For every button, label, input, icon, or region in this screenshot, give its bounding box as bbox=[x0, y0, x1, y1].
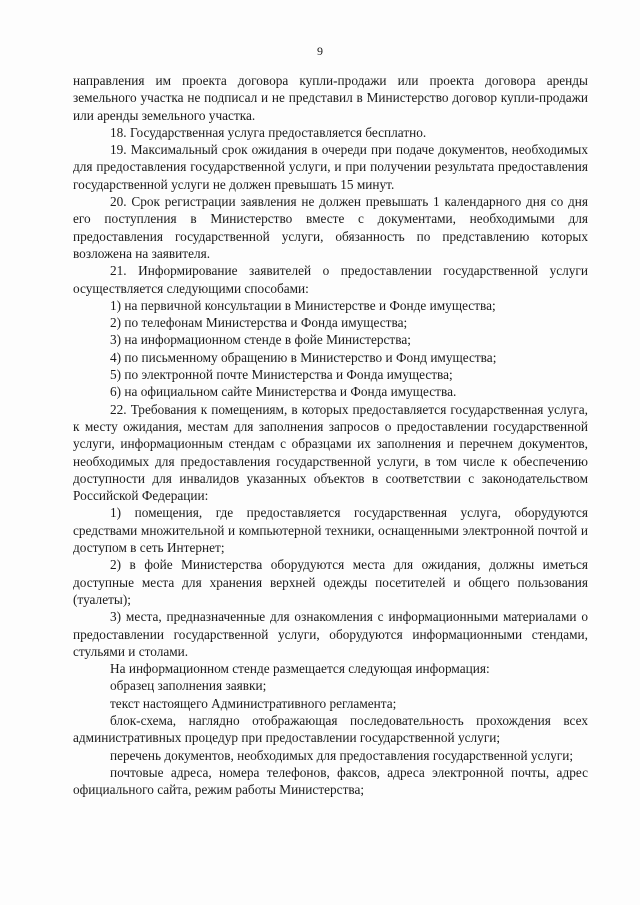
paragraph-continuation: направления им проекта договора купли-продажи или проекта договора аренды земельного участка не подписал и не представил в Министерство договор купли-продажи или аренды земельного участка. bbox=[73, 73, 588, 123]
stand-item-contacts: почтовые адреса, номера телефонов, факсов, адреса электронной почты, адрес официального сайта, режим работы Министерства; bbox=[73, 764, 588, 798]
paragraph-item-21: 21. Информирование заявителей о предоставлении государственной услуги осуществляется следующими способами: bbox=[73, 263, 588, 296]
stand-item-document-list: перечень документов, необходимых для предоставления государственной услуги; bbox=[110, 747, 574, 763]
list-item-21-4: 4) по письменному обращению в Министерство и Фонд имущества; bbox=[110, 349, 497, 365]
stand-item-flowchart: блок-схема, наглядно отображающая последовательность прохождения всех административных процедур при предоставлении государственной услуги; bbox=[73, 712, 588, 746]
paragraph-item-22: 22. Требования к помещениям, в которых предоставляется государственная услуга, к месту ожидания, местам для заполнения запросов о предоставлении государственной услуги, информационным стендам с образцами их заполнения и перечнем документов, необходимых для предоставления государственной услуги, в том числе к обеспечению доступности для инвалидов указанных объектов в соответствии с законодательством Российской Федерации: bbox=[73, 401, 588, 504]
list-item-21-1: 1) на первичной консультации в Министерстве и Фонде имущества; bbox=[110, 297, 496, 313]
list-item-22-1: 1) помещения, где предоставляется государственная услуга, оборудуются средствами множительной и компьютерной техники, оснащенными электронной почтой и доступом в сеть Интернет; bbox=[73, 505, 588, 556]
list-item-22-3: 3) места, предназначенные для ознакомления с информационными материалами о предоставлении государственной услуги, оборудуются информационными стендами, стульями и столами. bbox=[73, 609, 588, 659]
document-body bbox=[73, 72, 588, 798]
paragraph-stand-info: На информационном стенде размещается следующая информация: bbox=[110, 661, 490, 677]
list-item-21-2: 2) по телефонам Министерства и Фонда имущества; bbox=[110, 315, 408, 331]
list-item-21-5: 5) по электронной почте Министерства и Фонда имущества; bbox=[110, 367, 453, 383]
page-number: 9 bbox=[317, 44, 323, 58]
list-item-22-2: 2) в фойе Министерства оборудуются места для ожидания, должны иметься доступные места для хранения верхней одежды посетителей и общего пользования (туалеты); bbox=[73, 557, 588, 607]
paragraph-item-18: 18. Государственная услуга предоставляется бесплатно. bbox=[110, 124, 427, 140]
list-item-21-6: 6) на официальном сайте Министерства и Фонда имущества. bbox=[110, 384, 457, 400]
paragraph-item-19: 19. Максимальный срок ожидания в очереди при подаче документов, необходимых для предоставления государственной услуги, и при получении результата предоставления государственной услуги не должен превышать 15 минут. bbox=[73, 142, 588, 192]
stand-item-sample: образец заполнения заявки; bbox=[110, 678, 267, 694]
paragraph-item-20: 20. Срок регистрации заявления не должен превышать 1 календарного дня со дня его поступления в Министерство вместе с документами, необходимыми для предоставления государственной услуги, обязанность по представлению которых возложена на заявителя. bbox=[73, 194, 588, 261]
list-item-21-3: 3) на информационном стенде в фойе Министерства; bbox=[110, 332, 411, 348]
stand-item-regulation-text: текст настоящего Административного регламента; bbox=[110, 695, 397, 711]
